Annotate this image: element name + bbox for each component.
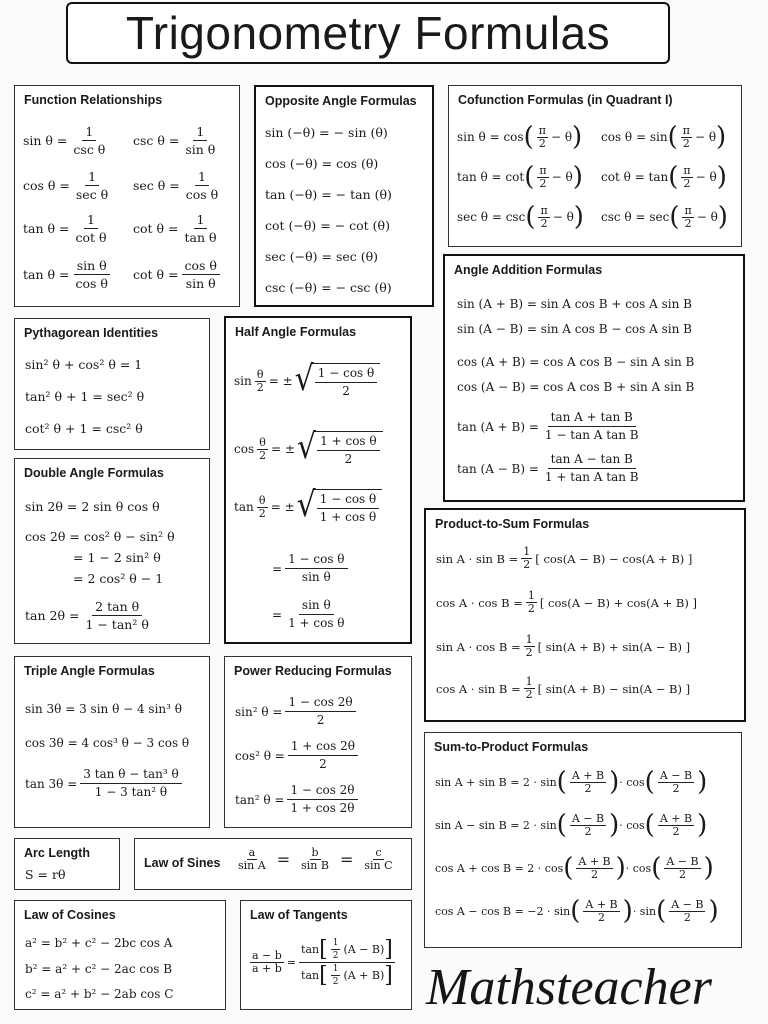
radical-icon: √ — [296, 485, 316, 526]
cofunction-title: Cofunction Formulas (in Quadrant I) — [458, 93, 673, 107]
sc-lhs: sin A · cos B = — [436, 639, 521, 654]
pythagorean-3: cot² θ + 1 = csc² θ — [25, 421, 143, 436]
cos-lhs: cos θ = — [23, 178, 70, 193]
ss-rhs: [ cos(A − B) − cos(A + B) ] — [535, 551, 693, 566]
cc-lhs: cos A · cos B = — [436, 595, 523, 610]
two: 2 — [682, 136, 690, 150]
double-tan — [25, 599, 155, 632]
tan2-den: cos θ — [75, 276, 108, 291]
opposite-angle-box — [254, 85, 434, 307]
two: 2 — [539, 176, 547, 190]
radical-icon: √ — [297, 427, 317, 468]
tan2-num: sin θ — [74, 258, 110, 275]
minus-theta: − θ — [696, 210, 718, 224]
equals: = — [276, 850, 291, 869]
sin-den: csc θ — [73, 142, 106, 157]
l2-lhs: sin A − sin B = 2 · sin — [435, 818, 557, 832]
l3-n2: A − B — [666, 854, 699, 868]
equals: = — [272, 561, 283, 576]
one-plus-cos: 1 + cos θ — [317, 434, 379, 451]
half-angle-box — [224, 316, 412, 644]
one-minus-cos: 1 − cos θ — [285, 552, 347, 569]
cofunction-tan-lhs: tan θ = cot — [457, 170, 525, 184]
opposite-angle-title: Opposite Angle Formulas — [265, 94, 417, 108]
triple-tan-den: 1 − 3 tan² θ — [94, 785, 168, 799]
two: 2 — [540, 216, 548, 230]
pythagorean-1: sin² θ + cos² θ = 1 — [25, 357, 143, 372]
sec-den: cos θ — [185, 187, 219, 202]
sin-c: sin C — [364, 859, 393, 872]
side-b: b — [311, 846, 319, 859]
sin-sum: sin (A + B) = sin A cos B + cos A sin B — [457, 297, 692, 311]
law-of-cosines-box — [14, 900, 226, 1010]
tan-sum-lhs: tan (A + B) = — [457, 419, 539, 434]
double-angle-title: Double Angle Formulas — [24, 466, 164, 480]
equals-plus-minus: = ± — [271, 442, 296, 456]
equals-plus-minus: = ± — [268, 374, 293, 388]
power-tan-den: 1 + cos 2θ — [290, 801, 355, 815]
power-reducing-title: Power Reducing Formulas — [234, 664, 392, 678]
tan-label: tan — [301, 942, 320, 956]
pi: π — [540, 203, 548, 217]
tan-reciprocal — [23, 212, 113, 245]
opposite-sin: sin (−θ) = − sin (θ) — [265, 125, 388, 140]
cofunction-cos: cos θ = sin ( $\frac{\pi}{2}$ − θ ) — [601, 122, 727, 152]
one: 1 — [523, 545, 531, 558]
two: 2 — [684, 216, 692, 230]
arc-length-title: Arc Length — [24, 846, 90, 860]
pi: π — [538, 123, 546, 137]
sum-sin-minus: sin A − sin B = 2 · sin ( $\frac{A - B}{2}$ ) · cos ( $\frac{A + B}{2}$ ) — [435, 810, 708, 840]
mathsteacher-signature: Mathsteacher — [426, 959, 712, 1016]
tan-den: cot θ — [75, 230, 107, 245]
opposite-tan: tan (−θ) = − tan (θ) — [265, 187, 392, 202]
cofunction-sin-lhs: sin θ = cos — [457, 130, 524, 144]
arc-length-box — [14, 838, 120, 890]
sin-reciprocal — [23, 124, 111, 157]
half-den: 2 — [332, 951, 339, 961]
radical-icon: √ — [294, 359, 314, 400]
triple-sin: sin 3θ = 3 sin θ − 4 sin³ θ — [25, 702, 183, 716]
cosines-c: c² = a² + b² − 2ab cos C — [25, 987, 174, 1001]
side-a: a — [248, 846, 256, 859]
cosines-b: b² = a² + c² − 2ac cos B — [25, 962, 173, 976]
tan-label: tan — [301, 968, 320, 982]
pythagorean-box — [14, 318, 210, 450]
pythagorean-title: Pythagorean Identities — [24, 326, 159, 340]
half-sin-lhs: sin — [234, 374, 252, 388]
page-title: Trigonometry Formulas — [66, 2, 670, 64]
product-to-sum-title: Product-to-Sum Formulas — [435, 517, 590, 531]
double-tan-num: 2 tan θ — [92, 599, 142, 616]
tan-sum — [457, 410, 645, 443]
l3-n1: A + B — [578, 854, 611, 868]
sin-difference: sin (A − B) = sin A cos B − cos A sin B — [457, 322, 692, 336]
opposite-cos: cos (−θ) = cos (θ) — [265, 156, 379, 171]
sec-num: 1 — [195, 169, 209, 186]
double-angle-box — [14, 458, 210, 644]
one-plus-cos: 1 + cos θ — [319, 510, 377, 524]
tan-difference-num: tan A − tan B — [548, 452, 636, 469]
l4-lhs: cos A − cos B = −2 · sin — [435, 904, 571, 918]
cs-lhs: cos A · sin B = — [436, 681, 521, 696]
double-cos-alt2: = 2 cos² θ − 1 — [73, 571, 164, 586]
law-of-tangents-formula: $\frac{a - b}{a + b}$ = tan [ $\frac{1}{2}$ (A − B) ] tan [ $\frac{1}{2}$ (A + B) ] — [252, 936, 393, 988]
product-cos-sin — [436, 676, 690, 701]
power-tan-lhs: tan² θ = — [235, 792, 285, 807]
tan-difference-lhs: tan (A − B) = — [457, 461, 539, 476]
triple-tan-num: 3 tan θ − tan³ θ — [80, 767, 181, 784]
law-of-sines-box — [134, 838, 412, 890]
pythagorean-2: tan² θ + 1 = sec² θ — [25, 389, 145, 404]
half-angle-title: Half Angle Formulas — [235, 325, 357, 339]
cos-den: sec θ — [75, 187, 109, 202]
power-sin-den: 2 — [316, 713, 325, 727]
tan-quotient — [23, 258, 114, 291]
minus-theta: − θ — [551, 170, 573, 184]
cofunction-csc-lhs: csc θ = sec — [601, 210, 670, 224]
law-of-tangents-title: Law of Tangents — [250, 908, 348, 922]
l3-lhs: cos A + cos B = 2 · cos — [435, 861, 564, 875]
cot-den: tan θ — [184, 230, 217, 245]
triple-cos: cos 3θ = 4 cos³ θ − 3 cos θ — [25, 736, 190, 750]
tan-num: 1 — [84, 212, 98, 229]
l2-mid: · cos — [619, 818, 645, 832]
sin-num: 1 — [82, 124, 96, 141]
triple-angle-box — [14, 656, 210, 828]
two: 2 — [584, 824, 592, 838]
l4-n2: A − B — [671, 897, 704, 911]
function-relationships-title: Function Relationships — [24, 93, 163, 107]
law-of-cosines-title: Law of Cosines — [24, 908, 116, 922]
law-of-tangents-box — [240, 900, 412, 1010]
a-minus-b: a − b — [252, 949, 282, 962]
opposite-sec: sec (−θ) = sec (θ) — [265, 249, 379, 264]
double-cos-alt1: = 1 − 2 sin² θ — [73, 550, 161, 565]
tan-sum-den: 1 − tan A tan B — [544, 428, 639, 442]
pi: π — [682, 123, 690, 137]
cofunction-sin: sin θ = cos ( $\frac{\pi}{2}$ − θ ) — [457, 122, 583, 152]
half-num: 1 — [332, 964, 339, 974]
two: 2 — [672, 781, 680, 795]
angle-addition-box — [443, 254, 745, 502]
cofunction-sec-lhs: sec θ = csc — [457, 210, 526, 224]
tan-sum-num: tan A + tan B — [548, 410, 636, 427]
product-sin-sin — [436, 546, 692, 571]
half-angle-sin — [234, 359, 380, 400]
l1-mid: · cos — [619, 775, 645, 789]
sum-cos-minus: cos A − cos B = −2 · sin ( $\frac{A + B}{2}$ ) · sin ( $\frac{A - B}{2}$ ) — [435, 896, 719, 926]
arc-length-formula: S = rθ — [25, 867, 66, 882]
two: 2 — [525, 646, 533, 659]
cosines-a: a² = b² + c² − 2bc cos A — [25, 936, 173, 950]
opposite-csc: csc (−θ) = − csc (θ) — [265, 280, 392, 295]
theta: θ — [259, 435, 266, 449]
half-angle-tan — [234, 485, 382, 526]
equals-plus-minus: = ± — [270, 500, 295, 514]
sec-reciprocal — [133, 169, 224, 202]
minus-theta: − θ — [695, 170, 717, 184]
tan-lhs: tan θ = — [23, 221, 70, 236]
tan-difference — [457, 452, 645, 485]
sin-a: sin A — [238, 859, 266, 872]
pi: π — [539, 163, 547, 177]
equals: = — [339, 850, 354, 869]
product-to-sum-box — [424, 508, 746, 722]
cofunction-cos-lhs: cos θ = sin — [601, 130, 668, 144]
power-tan-num: 1 − cos 2θ — [287, 783, 357, 800]
cofunction-tan: tan θ = cot ( $\frac{\pi}{2}$ − θ ) — [457, 162, 583, 192]
triple-tan — [25, 767, 185, 800]
two: 2 — [672, 824, 680, 838]
cot2-lhs: cot θ = — [133, 267, 179, 282]
cofunction-cot: cot θ = tan ( $\frac{\pi}{2}$ − θ ) — [601, 162, 727, 192]
double-tan-lhs: tan 2θ = — [25, 608, 80, 623]
triple-angle-title: Triple Angle Formulas — [24, 664, 155, 678]
csc-num: 1 — [193, 124, 207, 141]
sin-theta: sin θ — [299, 598, 334, 615]
equals: = — [272, 607, 283, 622]
power-cos — [235, 739, 361, 772]
cos-sum: cos (A + B) = cos A cos B − sin A sin B — [457, 355, 695, 369]
side-c: c — [375, 846, 382, 859]
cot2-den: sin θ — [185, 276, 216, 291]
power-cos-den: 2 — [319, 757, 327, 771]
two: 2 — [598, 910, 606, 924]
cot-reciprocal — [133, 212, 223, 245]
half-den: 2 — [332, 977, 339, 987]
l4-mid: · sin — [632, 904, 657, 918]
sin-theta: sin θ — [301, 570, 331, 584]
pi: π — [683, 163, 691, 177]
a-plus-b-angle: (A + B) — [343, 968, 385, 982]
sc-rhs: [ sin(A + B) + sin(A − B) ] — [537, 639, 691, 654]
half-angle-tan-alt2 — [272, 598, 351, 631]
theta: θ — [256, 367, 264, 381]
two: 2 — [259, 448, 267, 462]
sec-lhs: sec θ = — [133, 178, 180, 193]
double-sin: sin 2θ = 2 sin θ cos θ — [25, 499, 160, 514]
sum-to-product-box — [424, 732, 742, 948]
one-plus-cos: 1 + cos θ — [288, 616, 345, 630]
two: 2 — [256, 380, 264, 394]
two: 2 — [523, 558, 531, 571]
cos-reciprocal — [23, 169, 114, 202]
cot-num: 1 — [194, 212, 208, 229]
l4-n1: A + B — [585, 897, 618, 911]
power-cos-lhs: cos² θ = — [235, 748, 285, 763]
two: 2 — [344, 452, 353, 466]
l2-n2: A + B — [659, 811, 693, 825]
half-angle-tan-alt1 — [272, 552, 351, 585]
half-tan-lhs: tan — [234, 500, 254, 514]
l1-n2: A − B — [659, 768, 693, 782]
two: 2 — [678, 867, 686, 881]
cc-rhs: [ cos(A − B) + cos(A + B) ] — [539, 595, 697, 610]
two: 2 — [584, 781, 592, 795]
cos-num: 1 — [85, 169, 99, 186]
two: 2 — [538, 136, 546, 150]
csc-reciprocal — [133, 124, 221, 157]
two: 2 — [258, 506, 266, 520]
cofunction-cot-lhs: cot θ = tan — [601, 170, 669, 184]
half-angle-cos — [234, 427, 383, 468]
triple-tan-lhs: tan 3θ = — [25, 776, 78, 791]
function-relationships-box — [14, 85, 240, 307]
tan2-lhs: tan θ = — [23, 267, 70, 282]
equals: = — [286, 956, 297, 969]
cofunction-sec: sec θ = csc ( $\frac{\pi}{2}$ − θ ) — [457, 202, 584, 232]
l1-lhs: sin A + sin B = 2 · sin — [435, 775, 557, 789]
one: 1 — [525, 633, 533, 646]
one-minus-cos: 1 − cos θ — [315, 366, 377, 383]
minus-theta: − θ — [694, 130, 717, 144]
half-num: 1 — [332, 938, 339, 948]
minus-theta: − θ — [552, 210, 574, 224]
angle-addition-title: Angle Addition Formulas — [454, 263, 603, 277]
csc-lhs: csc θ = — [133, 133, 180, 148]
csc-den: sin θ — [185, 142, 216, 157]
cot-lhs: cot θ = — [133, 221, 179, 236]
cofunction-box — [448, 85, 742, 247]
two: 2 — [527, 602, 535, 615]
l3-mid: · cos — [625, 861, 652, 875]
sum-to-product-title: Sum-to-Product Formulas — [434, 740, 589, 754]
two: 2 — [525, 688, 533, 701]
minus-theta: − θ — [550, 130, 573, 144]
tan-difference-den: 1 + tan A tan B — [544, 470, 639, 484]
cot-quotient — [133, 258, 223, 291]
power-cos-num: 1 + cos 2θ — [288, 739, 358, 756]
power-sin-lhs: sin² θ = — [235, 704, 283, 719]
two: 2 — [683, 176, 691, 190]
cot2-num: cos θ — [182, 258, 220, 275]
cs-rhs: [ sin(A + B) − sin(A − B) ] — [537, 681, 691, 696]
law-of-sines-title: Law of Sines — [144, 856, 221, 870]
double-cos: cos 2θ = cos² θ − sin² θ — [25, 529, 175, 544]
ss-lhs: sin A · sin B = — [436, 551, 519, 566]
l1-n1: A + B — [571, 768, 605, 782]
sin-b: sin B — [301, 859, 329, 872]
power-reducing-box — [224, 656, 412, 828]
cos-difference: cos (A − B) = cos A cos B + sin A sin B — [457, 380, 695, 394]
a-minus-b-angle: (A − B) — [343, 942, 385, 956]
double-tan-den: 1 − tan² θ — [85, 617, 149, 632]
power-tan — [235, 783, 361, 816]
power-sin — [235, 695, 359, 728]
two: 2 — [683, 910, 691, 924]
law-of-sines-formula — [233, 847, 398, 872]
power-sin-num: 1 − cos 2θ — [285, 695, 355, 712]
sum-sin-plus: sin A + sin B = 2 · sin ( $\frac{A + B}{2}$ ) · cos ( $\frac{A - B}{2}$ ) — [435, 767, 708, 797]
product-sin-cos — [436, 634, 690, 659]
a-plus-b: a + b — [252, 962, 282, 975]
pi: π — [684, 203, 692, 217]
one-minus-cos: 1 − cos θ — [317, 492, 379, 509]
opposite-cot: cot (−θ) = − cot (θ) — [265, 218, 390, 233]
sum-cos-plus: cos A + cos B = 2 · cos ( $\frac{A + B}{2}$ ) · cos ( $\frac{A - B}{2}$ ) — [435, 853, 714, 883]
one: 1 — [525, 675, 533, 688]
sin-lhs: sin θ = — [23, 133, 68, 148]
theta: θ — [258, 493, 266, 507]
half-cos-lhs: cos — [234, 442, 255, 456]
l2-n1: A − B — [571, 811, 605, 825]
two: 2 — [591, 867, 598, 881]
cofunction-csc: csc θ = sec ( $\frac{\pi}{2}$ − θ ) — [601, 202, 728, 232]
product-cos-cos — [436, 590, 697, 615]
one: 1 — [527, 589, 535, 602]
two: 2 — [342, 384, 350, 398]
